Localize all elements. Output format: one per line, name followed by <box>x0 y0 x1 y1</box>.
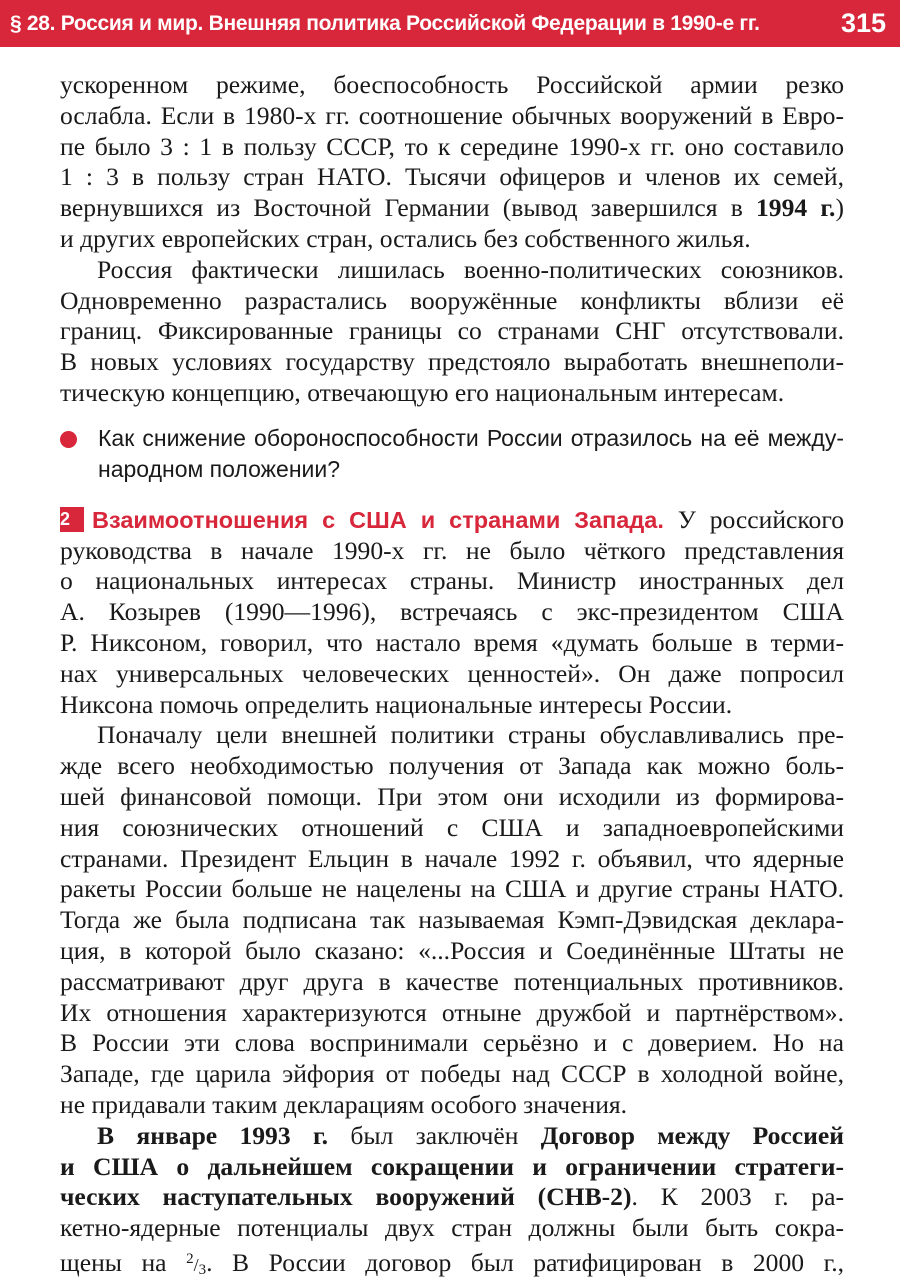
text-run: ) <box>835 193 844 223</box>
review-question <box>60 423 844 485</box>
text-line: 1 : 3 в пользу стран НАТО. Тысячи офицеров и членов их семей, <box>60 162 844 192</box>
text-line: кетно-ядерные потенциалы двух стран должны были быть сокра- <box>60 1213 844 1243</box>
text-run: был заключён <box>328 1120 541 1150</box>
fraction-slash: / <box>193 1254 199 1275</box>
text-line: руководства в начале 1990-х гг. не было чёткого представления <box>60 535 844 565</box>
text-line: странами. Президент Ельцин в начале 1992 г. объявил, что ядерные <box>60 843 844 873</box>
chapter-title: § 28. Россия и мир. Внешняя политика Российской Федерации в 1990-е гг. <box>10 11 760 35</box>
text-line: и США о дальнейшем сокращении и ограничении стратеги- <box>60 1151 844 1181</box>
text-line: тическую концепцию, отвечающую его национальным интересам. <box>60 377 785 407</box>
bold-date: 1994 г. <box>755 193 836 223</box>
text-line: нах универсальных человеческих ценностей». Он даже попросил <box>60 658 844 688</box>
section-title: Взаимоотношения с США и странами Запада. <box>92 506 664 533</box>
text-line: Р. Никсоном, говорил, что настало время «думать больше в терми- <box>60 627 844 657</box>
text-line: о национальных интересах страны. Министр иностранных дел <box>60 566 844 596</box>
text-line: ослабла. Если в 1980-х гг. соотношение обычных вооружений в Евро- <box>60 100 844 130</box>
text-line: Одновременно разрастались вооружённые конфликты вблизи её <box>60 285 844 315</box>
text-line: Никсона помочь определить национальные интересы России. <box>60 689 733 719</box>
text-run: вернувшихся из Восточной Германии (вывод завершился в <box>60 193 756 223</box>
text-run: . К 2003 г. ра- <box>631 1182 844 1212</box>
fraction-numerator: 2 <box>186 1250 194 1267</box>
text-line: ускоренном режиме, боеспособность Российской армии резко <box>60 70 844 99</box>
text-line: В России эти слова воспринимали серьёзно и с доверием. Но на <box>60 1028 844 1058</box>
bold-term: Договор между Россией <box>540 1120 844 1150</box>
text-line: Россия фактически лишилась военно-политических союзников. <box>97 254 844 284</box>
text-line: Поначалу цели внешней политики страны обуславливались пре- <box>97 720 844 750</box>
section-2 <box>60 505 844 721</box>
text-line: пе было 3 : 1 в пользу СССР, то к середине 1990-х гг. оно составило <box>60 131 844 161</box>
question-bullet-icon <box>60 431 77 448</box>
text-line <box>60 1182 844 1213</box>
text-line: шей финансовой помощи. При этом они исходили из формирова- <box>60 781 844 811</box>
text-line <box>60 193 844 224</box>
bold-term: ческих наступательных вооружений (СНВ-2) <box>60 1182 632 1212</box>
page-header <box>0 0 900 47</box>
section-heading-line <box>60 505 844 536</box>
text-run: . В России договор был ратифицирован в 2000 г., <box>206 1247 844 1277</box>
text-line: рассматривают друг друга в качестве потенциальных противников. <box>60 966 844 996</box>
paragraph-allies <box>60 255 844 409</box>
text-line: и других европейских стран, остались без собственного жилья. <box>60 223 751 253</box>
text-line: жде всего необходимостью получения от Запада как можно боль- <box>60 751 844 781</box>
text-line: ния союзнических отношений с США и западноевропейскими <box>60 812 844 842</box>
section-number-badge: 2 <box>60 507 84 532</box>
text-line: ция, в которой было сказано: «...Россия и Соединённые Штаты не <box>60 935 844 965</box>
page-body <box>60 70 844 1286</box>
text-line <box>60 1121 844 1152</box>
text-line: В новых условиях государству предстояло выработать внешнеполи- <box>60 347 844 377</box>
text-line <box>60 1244 844 1286</box>
text-line: границ. Фиксированные границы со странами СНГ отсутствовали. <box>60 316 844 346</box>
text-run: щены на <box>60 1247 187 1277</box>
fraction <box>186 1250 207 1278</box>
text-line: Тогда же была подписана так называемая Кэмп-Дэвидская деклара- <box>60 905 844 935</box>
text-line: не придавали таким декларациям особого значения. <box>60 1089 628 1119</box>
question-line: народном положении? <box>98 455 341 482</box>
fraction-denominator: 3 <box>198 1261 207 1278</box>
page-number: 315 <box>840 8 886 38</box>
text-line: ракеты России больше не нацелены на США и другие страны НАТО. <box>60 874 844 904</box>
text-line: Западе, где царила эйфория от победы над СССР в холодной войне, <box>60 1059 844 1089</box>
text-line: Их отношения характеризуются отныне дружбой и партнёрством». <box>60 997 844 1027</box>
text-run: У российского <box>663 504 844 534</box>
paragraph-army <box>60 70 844 255</box>
question-line: Как снижение обороноспособности России отразилось на её между- <box>98 424 844 451</box>
bold-date: В январе 1993 г. <box>97 1120 329 1150</box>
paragraph-foreign-policy-goals <box>60 720 844 1120</box>
text-line: А. Козырев (1990—1996), встречаясь с экс-президентом США <box>60 597 844 627</box>
